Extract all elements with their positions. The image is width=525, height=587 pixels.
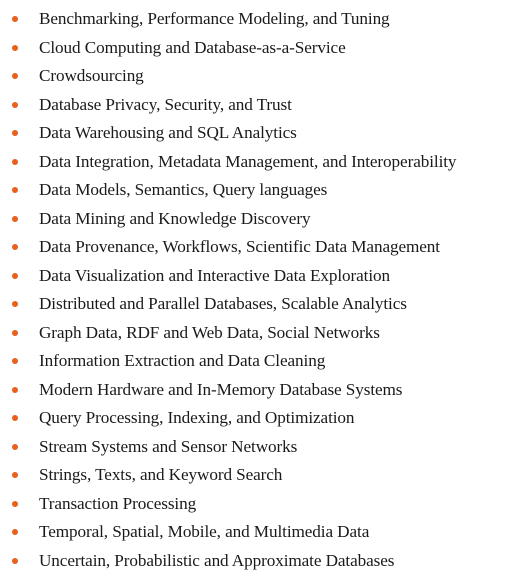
bullet-icon	[12, 45, 18, 51]
bullet-icon	[12, 529, 18, 535]
topic-label: Graph Data, RDF and Web Data, Social Networks	[39, 322, 380, 342]
bullet-icon	[12, 216, 18, 222]
bullet-icon	[12, 159, 18, 165]
list-item	[0, 205, 525, 234]
list-item	[0, 148, 525, 177]
list-item	[0, 319, 525, 348]
topic-label: Data Warehousing and SQL Analytics	[39, 123, 297, 142]
list-item	[0, 376, 525, 405]
topic-label: Query Processing, Indexing, and Optimization	[39, 408, 355, 427]
list-item	[0, 404, 525, 433]
bullet-icon	[12, 130, 18, 136]
list-item	[0, 176, 525, 205]
bullet-icon	[12, 415, 18, 421]
list-item	[0, 5, 525, 34]
bullet-icon	[12, 273, 18, 279]
topic-label: Benchmarking, Performance Modeling, and Tuning	[39, 9, 390, 28]
list-item	[0, 518, 525, 547]
topic-label: Information Extraction and Data Cleaning	[39, 351, 326, 370]
bullet-icon	[12, 387, 18, 393]
topic-label: Data Integration, Metadata Management, and Interoperability	[39, 151, 457, 171]
bullet-icon	[12, 558, 18, 564]
topic-label: Database Privacy, Security, and Trust	[39, 94, 292, 114]
list-item	[0, 461, 525, 490]
list-item	[0, 547, 525, 576]
list-item	[0, 91, 525, 120]
topic-label: Distributed and Parallel Databases, Scalable Analytics	[39, 294, 407, 313]
topic-label: Crowdsourcing	[39, 66, 144, 85]
bullet-icon	[12, 501, 18, 507]
list-item	[0, 119, 525, 148]
bullet-icon	[12, 472, 18, 478]
topic-label: Data Mining and Knowledge Discovery	[39, 208, 311, 228]
bullet-icon	[12, 102, 18, 108]
topic-label: Data Models, Semantics, Query languages	[39, 180, 328, 199]
topic-label: Data Visualization and Interactive Data Exploration	[39, 265, 391, 285]
bullet-icon	[12, 444, 18, 450]
topic-label: Strings, Texts, and Keyword Search	[39, 465, 283, 484]
topic-label: Stream Systems and Sensor Networks	[39, 436, 298, 456]
bullet-icon	[12, 301, 18, 307]
list-item	[0, 62, 525, 91]
list-item	[0, 262, 525, 291]
list-item	[0, 347, 525, 376]
topic-label: Temporal, Spatial, Mobile, and Multimedia Data	[39, 522, 370, 541]
list-item	[0, 433, 525, 462]
topic-label: Transaction Processing	[39, 493, 197, 513]
list-item	[0, 233, 525, 262]
bullet-icon	[12, 16, 18, 22]
bullet-icon	[12, 187, 18, 193]
list-item	[0, 34, 525, 63]
list-item	[0, 490, 525, 519]
bullet-icon	[12, 330, 18, 336]
topic-label: Cloud Computing and Database-as-a-Service	[39, 37, 346, 57]
bullet-icon	[12, 73, 18, 79]
bullet-icon	[12, 358, 18, 364]
topic-label: Uncertain, Probabilistic and Approximate Databases	[39, 550, 395, 570]
topic-label: Data Provenance, Workflows, Scientific Data Management	[39, 237, 440, 256]
topic-list	[0, 5, 525, 575]
bullet-icon	[12, 244, 18, 250]
topic-label: Modern Hardware and In-Memory Database Systems	[39, 379, 403, 399]
list-item	[0, 290, 525, 319]
